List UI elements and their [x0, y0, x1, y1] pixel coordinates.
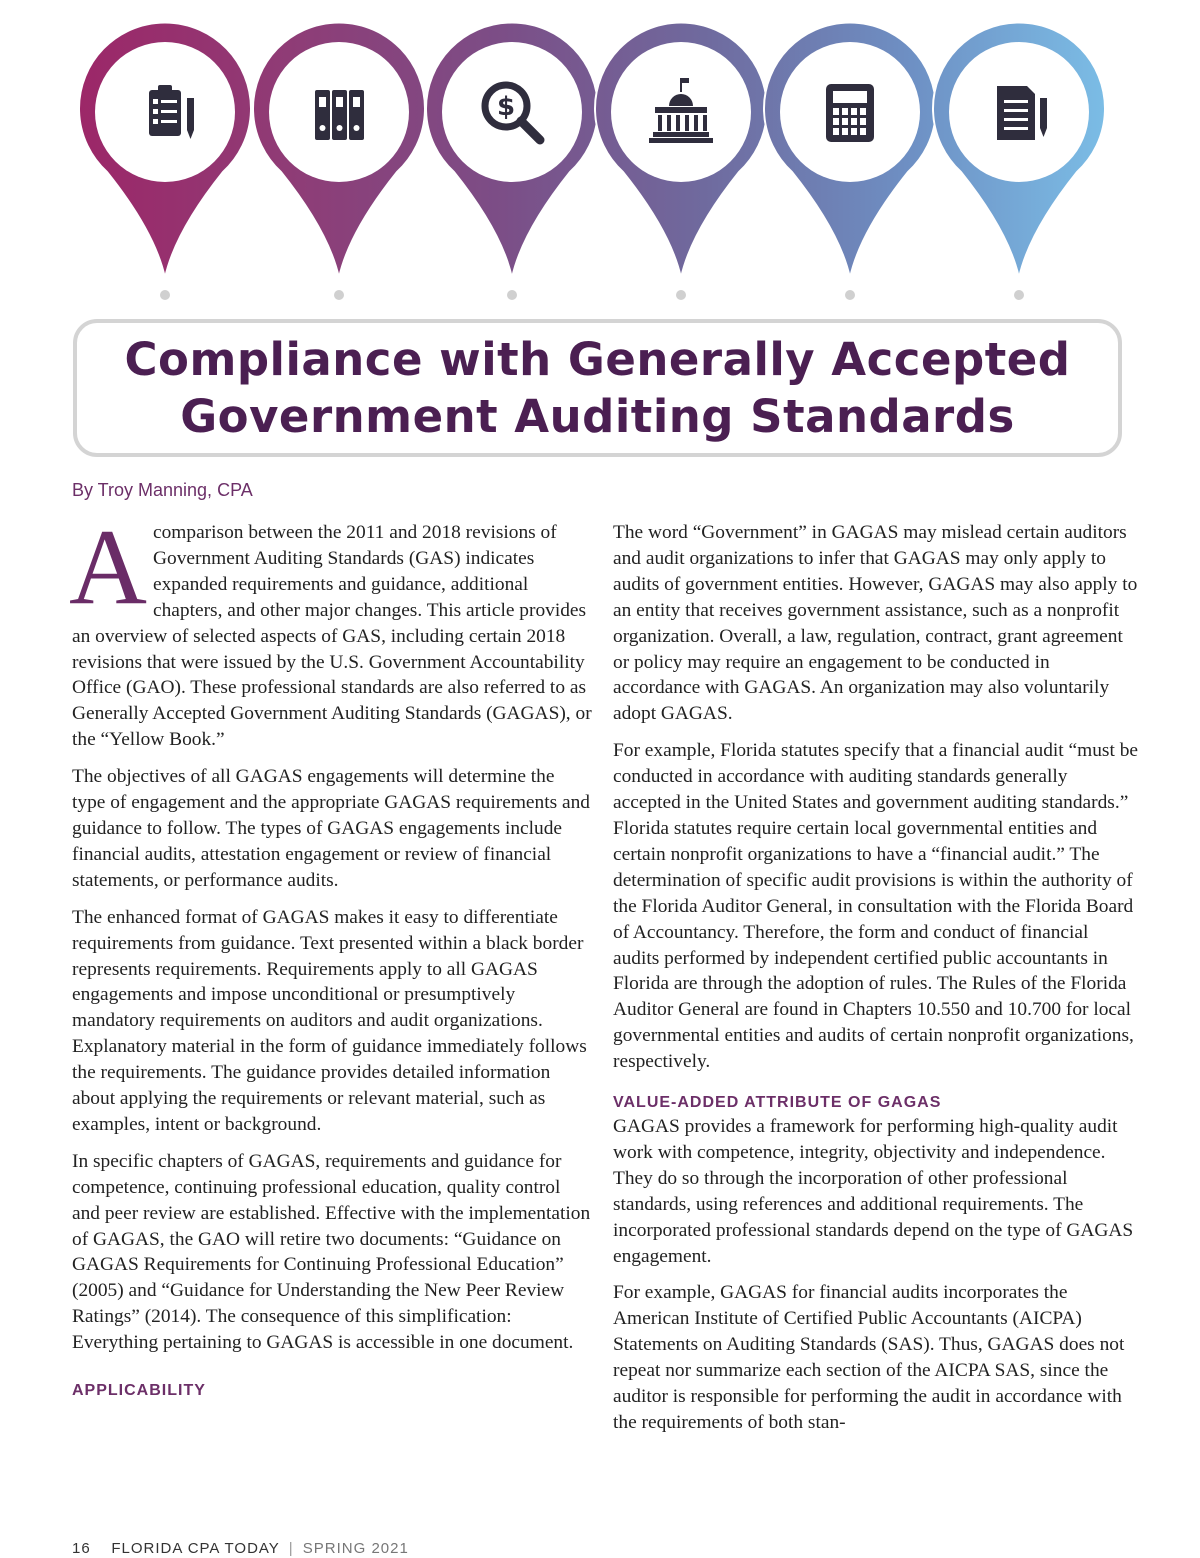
paragraph-specific-chapters: In specific chapters of GAGAS, requirements and guidance for competence, continuing professional education, quality control and peer review are established. Effective with the implementation of GAGAS, the GAO will retire two documents: “Guidance on GAGAS Requirements for Continuing Professional Education” (2005) and “Guidance for Understanding the New Peer Review Ratings” (2014). The consequence of this simplification: Everything pertaining to GAGAS is accessible in one document.	[72, 1150, 591, 1354]
intro-text: comparison between the 2011 and 2018 revisions of Government Auditing Standards (GAS) indicates expanded requirements and guidance, additional chapters, and other major changes. This article provides an overview of selected aspects of GAS, including certain 2018 revisions that were issued by the U.S. Government Accountability Office (GAO). These professional standards are also referred to as Generally Accepted Government Auditing Standards (GAGAS), or the “Yellow Book.”	[72, 522, 592, 751]
pin-3	[426, 23, 598, 278]
pin-dot	[1014, 290, 1024, 300]
paragraph-objectives: The objectives of all GAGAS engagements will determine the type of engagement and the appropriate GAGAS requirements and guidance to follow. The types of GAGAS engagements include financial audits, attestation engagement or review of financial statements, or performance audits.	[72, 766, 590, 891]
paragraph-enhanced-format: The enhanced format of GAGAS makes it easy to differentiate requirements from guidance. Text presented within a black border represents requirements. Requirements apply to all GAGAS engagements and impose unconditional or presumptively mandatory requirements on auditors and audit organizations. Explanatory material in the form of guidance immediately follows the requirements. The guidance provides detailed information about applying the requirements or relevant material, such as examples, intent or background.	[72, 906, 587, 1135]
heading-applicability: APPLICABILITY	[72, 1382, 206, 1400]
right-column	[613, 520, 1138, 1447]
svg-text:$: $	[496, 92, 516, 122]
pin-4	[595, 23, 767, 278]
pin-dot	[334, 290, 344, 300]
article-title-line-1: Compliance with Generally Accepted	[124, 333, 1071, 386]
binders-icon	[315, 90, 364, 140]
title-box	[73, 319, 1122, 457]
pin-6	[933, 23, 1105, 278]
pin-5	[764, 23, 936, 278]
paragraph-government-word: The word “Government” in GAGAS may mislead certain auditors and audit organizations to infer that GAGAS may only apply to audits of government entities. However, GAGAS may also apply to an entity that receives government assistance, such as a nonprofit organization. Overall, a law, regulation, contract, grant agreement or policy may require an engagement to be conducted in accordance with GAGAS. An organization may also voluntarily adopt GAGAS.	[613, 522, 1138, 725]
header-pin-graphic	[0, 0, 1200, 310]
pin-1	[79, 23, 251, 278]
publication-name: FLORIDA CPA TODAY	[111, 1540, 280, 1557]
pin-dot	[676, 290, 686, 300]
heading-value-added: VALUE-ADDED ATTRIBUTE OF GAGAS	[613, 1094, 942, 1112]
pin-dot	[845, 290, 855, 300]
byline: By Troy Manning, CPA	[72, 480, 253, 500]
pin-dot	[507, 290, 517, 300]
footer-separator: |	[288, 1540, 294, 1557]
paragraph-framework: GAGAS provides a framework for performing high-quality audit work with competence, integrity, objectivity and independence. They do so through the incorporation of other professional standards, using references and additional requirements. The incorporated professional standards depend on the type of GAGAS engagement.	[613, 1116, 1134, 1267]
drop-cap: A	[69, 508, 147, 627]
intro-paragraph	[69, 508, 592, 753]
calculator-icon	[826, 84, 874, 142]
issue-date: SPRING 2021	[302, 1540, 409, 1557]
paragraph-aicpa: For example, GAGAS for financial audits incorporates the American Institute of Certified Public Accountants (AICPA) Statements on Auditing Standards (SAS). Thus, GAGAS does not repeat nor summarize each section of the AICPA SAS, since the auditor is responsible for performing the audit in accordance with the requirements of both stan-	[613, 1282, 1125, 1433]
paragraph-florida-statutes: For example, Florida statutes specify that a financial audit “must be conducted in accordance with auditing standards generally accepted in the United States and government auditing standards.” Florida statutes require certain local governmental entities and certain nonprofit organizations to have a “financial audit.” The determination of specific audit provisions is within the authority of the Florida Auditor General, in consultation with the Florida Board of Accountancy. Therefore, the form and conduct of financial audits performed by independent certified public accountants in Florida are through the adoption of rules. The Rules of the Florida Auditor General are found in Chapters 10.550 and 10.700 for local governmental entities and audits of certain nonprofit organizations, respectively.	[613, 740, 1139, 1073]
page-number: 16	[72, 1540, 91, 1557]
left-column	[69, 508, 592, 1404]
page-footer	[72, 1540, 409, 1557]
pin-2	[253, 23, 425, 278]
pin-dot	[160, 290, 170, 300]
article-title-line-2: Government Auditing Standards	[180, 390, 1015, 443]
